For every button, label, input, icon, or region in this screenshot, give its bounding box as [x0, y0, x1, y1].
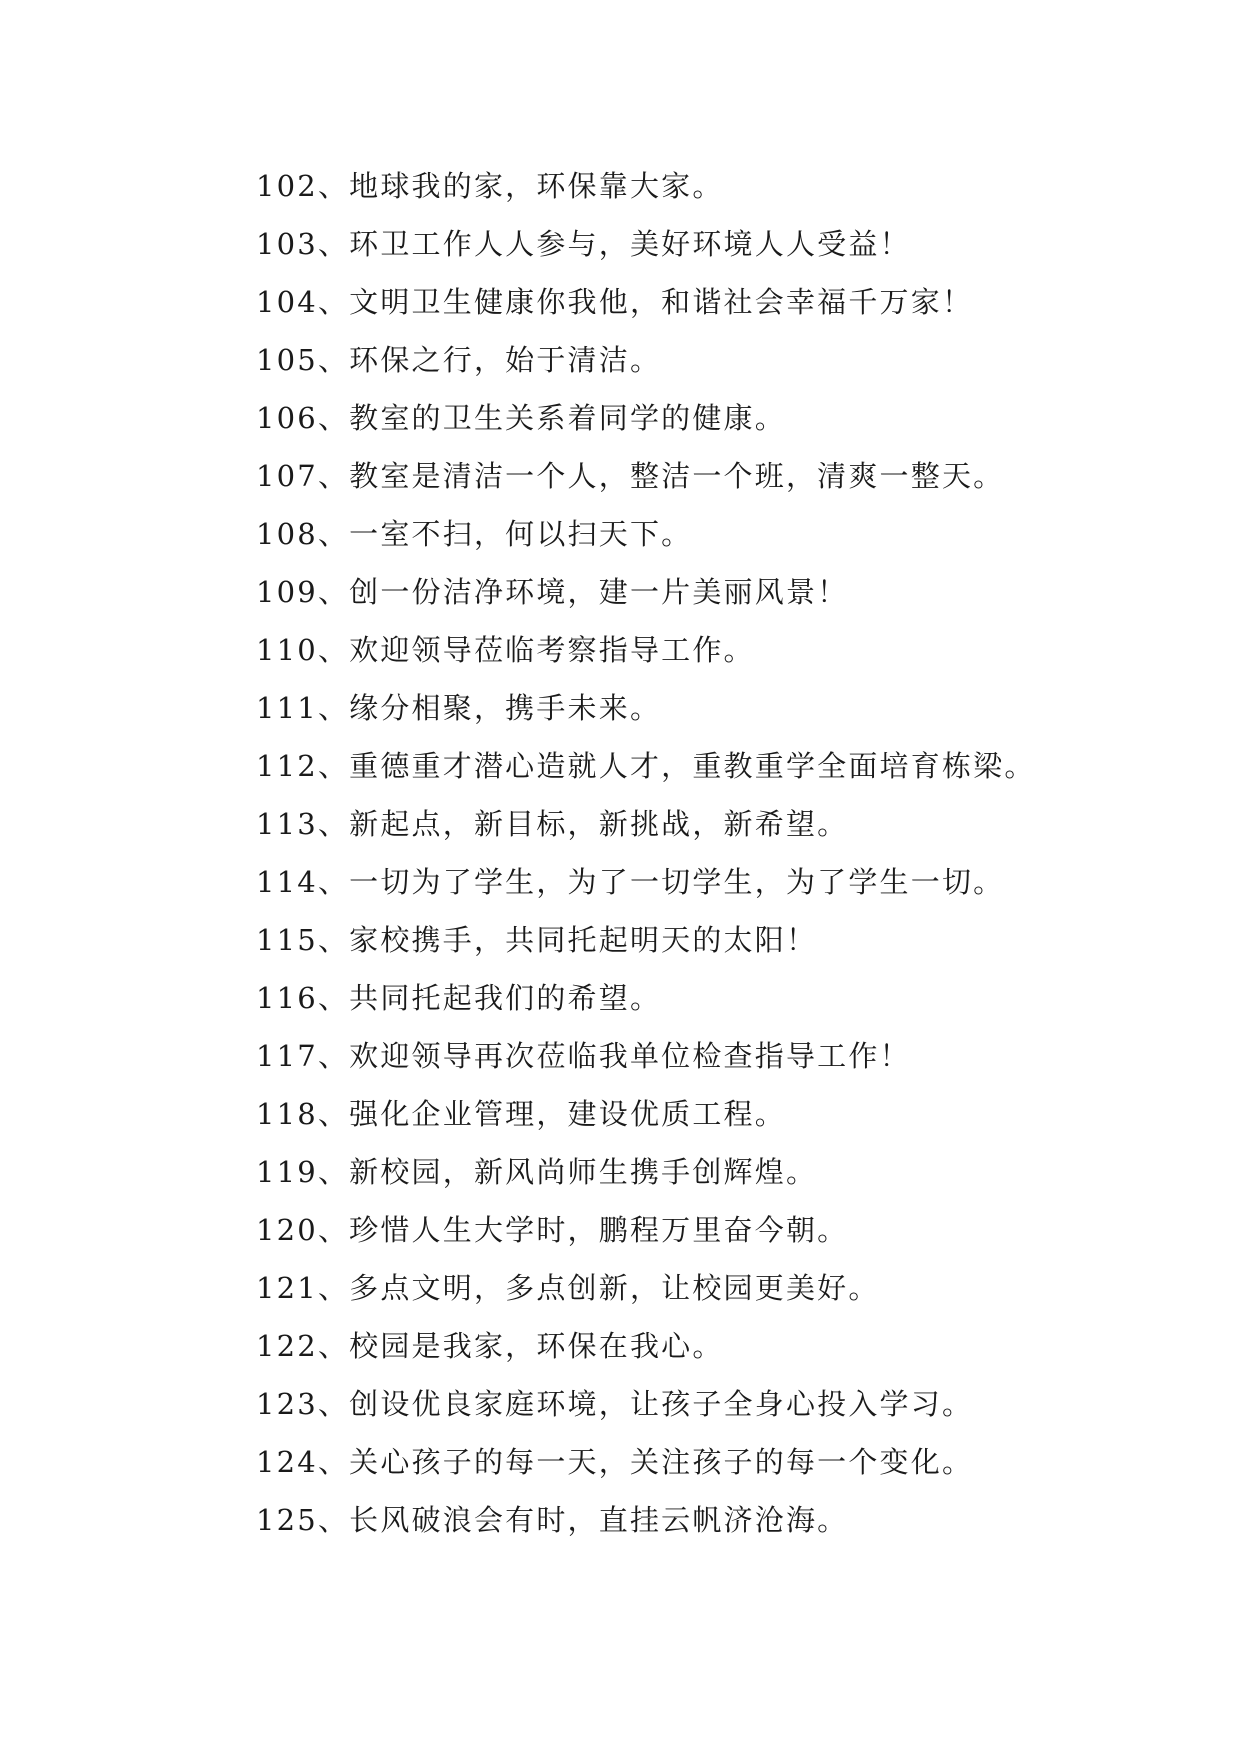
list-item: 123、创设优良家庭环境，让孩子全身心投入学习。 — [256, 1387, 974, 1421]
list-item: 115、家校携手，共同托起明天的太阳！ — [256, 923, 818, 957]
list-item: 124、关心孩子的每一天，关注孩子的每一个变化。 — [256, 1445, 974, 1479]
slogan-list — [256, 157, 1196, 1549]
list-item: 110、欢迎领导莅临考察指导工作。 — [256, 633, 755, 667]
list-item: 125、长风破浪会有时，直挂云帆济沧海。 — [256, 1503, 849, 1537]
list-item: 114、一切为了学生，为了一切学生，为了学生一切。 — [256, 865, 1005, 899]
list-item: 102、地球我的家，环保靠大家。 — [256, 169, 724, 203]
list-item: 120、珍惜人生大学时，鹏程万里奋今朝。 — [256, 1213, 849, 1247]
list-item: 103、环卫工作人人参与，美好环境人人受益！ — [256, 227, 911, 261]
list-item: 106、教室的卫生关系着同学的健康。 — [256, 401, 786, 435]
list-item: 111、缘分相聚，携手未来。 — [256, 691, 662, 725]
list-item: 116、共同托起我们的希望。 — [256, 981, 662, 1015]
list-item: 119、新校园，新风尚师生携手创辉煌。 — [256, 1155, 818, 1189]
list-item: 121、多点文明，多点创新，让校园更美好。 — [256, 1271, 880, 1305]
list-item: 108、一室不扫，何以扫天下。 — [256, 517, 693, 551]
list-item: 112、重德重才潜心造就人才，重教重学全面培育栋梁。 — [256, 749, 1036, 783]
list-item: 107、教室是清洁一个人，整洁一个班，清爽一整天。 — [256, 459, 1005, 493]
list-item: 117、欢迎领导再次莅临我单位检查指导工作！ — [256, 1039, 911, 1073]
list-item: 122、校园是我家，环保在我心。 — [256, 1329, 724, 1363]
list-item: 104、文明卫生健康你我他，和谐社会幸福千万家！ — [256, 285, 974, 319]
list-item: 109、创一份洁净环境，建一片美丽风景！ — [256, 575, 849, 609]
list-item: 105、环保之行，始于清洁。 — [256, 343, 662, 377]
list-item: 118、强化企业管理，建设优质工程。 — [256, 1097, 786, 1131]
list-item: 113、新起点，新目标，新挑战，新希望。 — [256, 807, 849, 841]
